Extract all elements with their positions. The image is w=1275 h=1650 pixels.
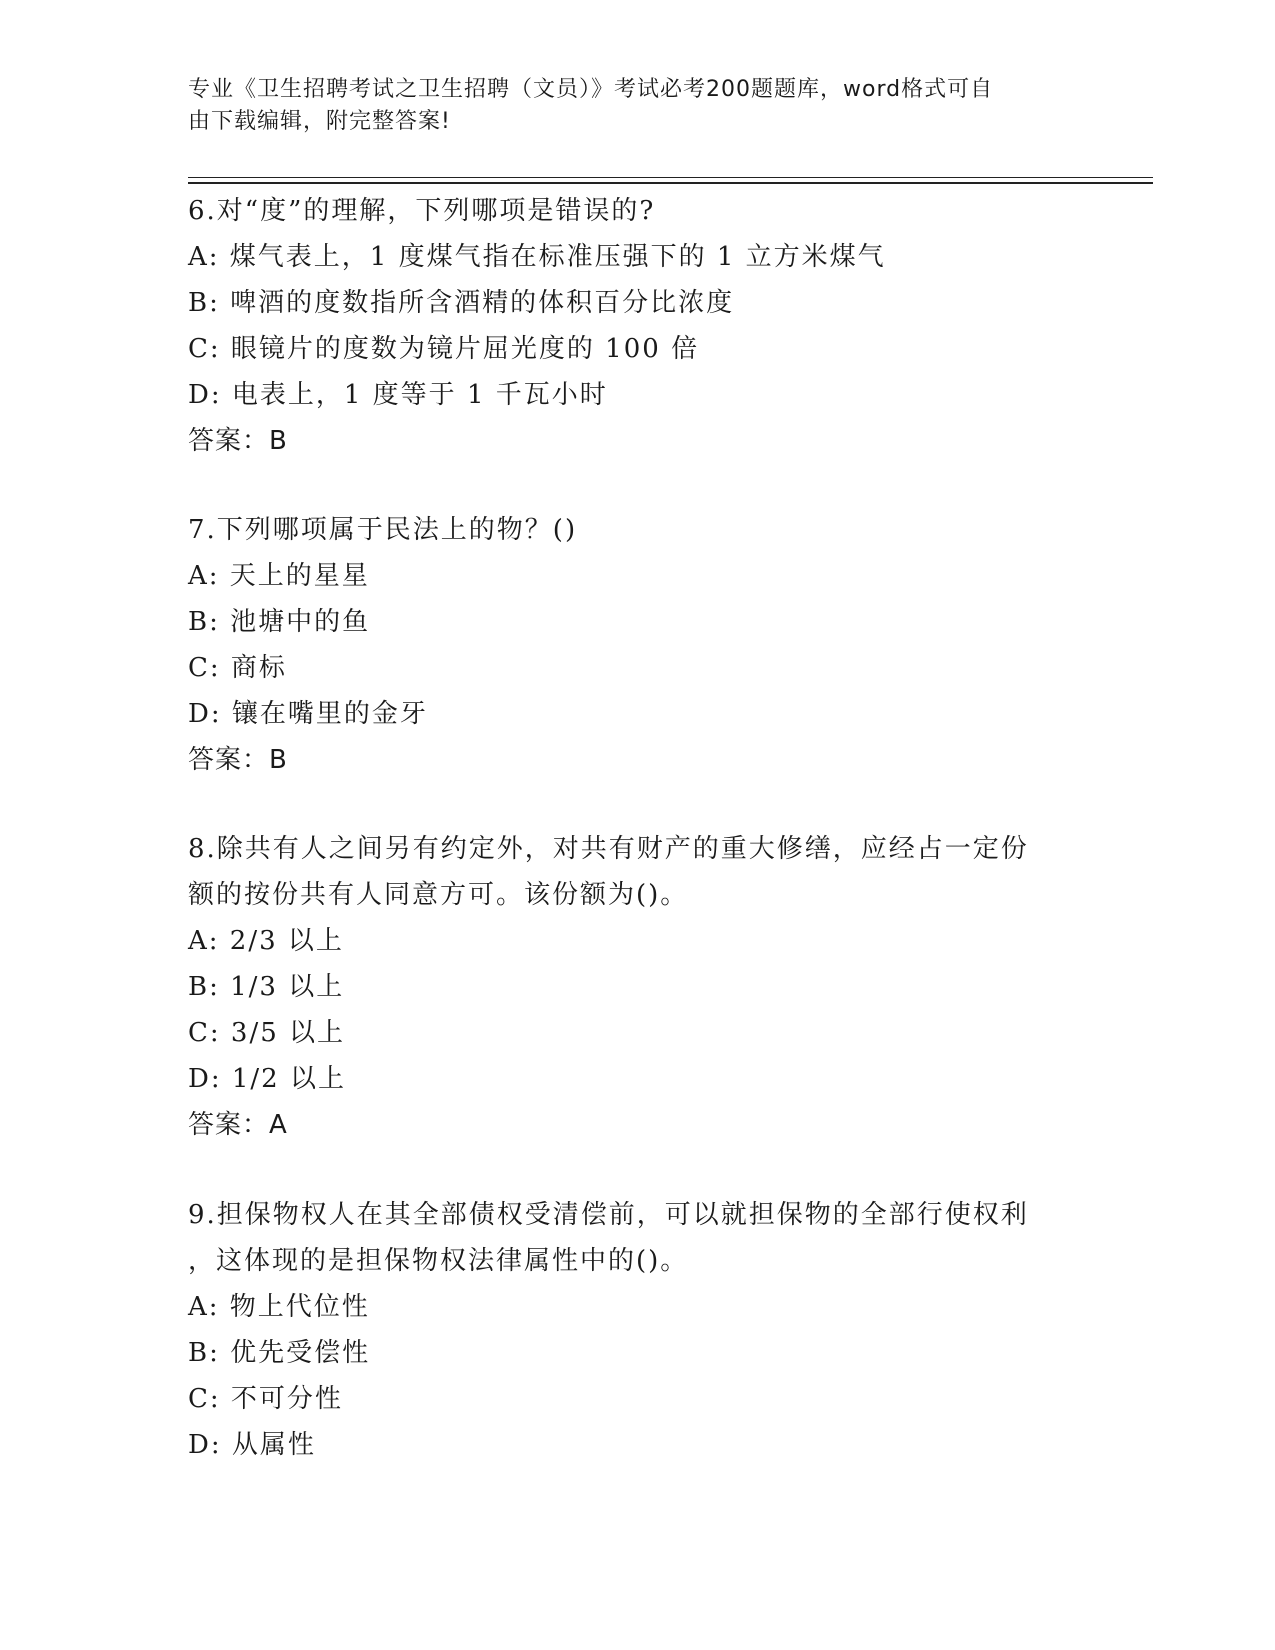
question-stem-line-1: 9.担保物权人在其全部债权受清偿前，可以就担保物的全部行使权利 (188, 1200, 1029, 1230)
question-9 (188, 1192, 1068, 1468)
option-a: A: 2/3 以上 (188, 926, 344, 956)
answer-label: 答案：B (188, 745, 288, 775)
answer-label: 答案：A (188, 1110, 288, 1140)
option-a: A: 天上的星星 (188, 561, 370, 591)
option-a: A: 物上代位性 (188, 1292, 370, 1322)
question-stem: 6.对“度”的理解，下列哪项是错误的? (188, 196, 656, 226)
option-c: C: 商标 (188, 653, 287, 683)
option-c: C: 不可分性 (188, 1384, 343, 1414)
header-line-2: 由下载编辑，附完整答案! (188, 109, 451, 134)
question-stem: 7.下列哪项属于民法上的物？() (188, 515, 578, 545)
answer-label: 答案：B (188, 426, 288, 456)
question-6 (188, 188, 1068, 464)
document-header (188, 74, 1068, 138)
option-c: C: 3/5 以上 (188, 1018, 346, 1048)
question-7 (188, 507, 1068, 783)
option-b: B: 优先受偿性 (188, 1338, 371, 1368)
option-a: A: 煤气表上，1 度煤气指在标准压强下的 1 立方米煤气 (188, 242, 886, 272)
option-b: B: 啤酒的度数指所含酒精的体积百分比浓度 (188, 288, 735, 318)
option-b: B: 池塘中的鱼 (188, 607, 371, 637)
option-d: D: 镶在嘴里的金牙 (188, 699, 428, 729)
question-stem-line-2: ，这体现的是担保物权法律属性中的()。 (188, 1246, 689, 1276)
question-stem-line-2: 额的按份共有人同意方可。该份额为()。 (188, 880, 689, 910)
question-stem-line-1: 8.除共有人之间另有约定外，对共有财产的重大修缮，应经占一定份 (188, 834, 1029, 864)
option-d: D: 1/2 以上 (188, 1064, 346, 1094)
header-divider-thin (188, 177, 1153, 178)
option-c: C: 眼镜片的度数为镜片屈光度的 100 倍 (188, 334, 700, 364)
option-d: D: 从属性 (188, 1430, 316, 1460)
header-line-1: 专业《卫生招聘考试之卫生招聘（文员）》考试必考200题题库，word格式可自 (188, 77, 994, 102)
question-8 (188, 826, 1068, 1148)
option-b: B: 1/3 以上 (188, 972, 345, 1002)
option-d: D: 电表上，1 度等于 1 千瓦小时 (188, 380, 608, 410)
header-divider-thick (188, 182, 1153, 184)
